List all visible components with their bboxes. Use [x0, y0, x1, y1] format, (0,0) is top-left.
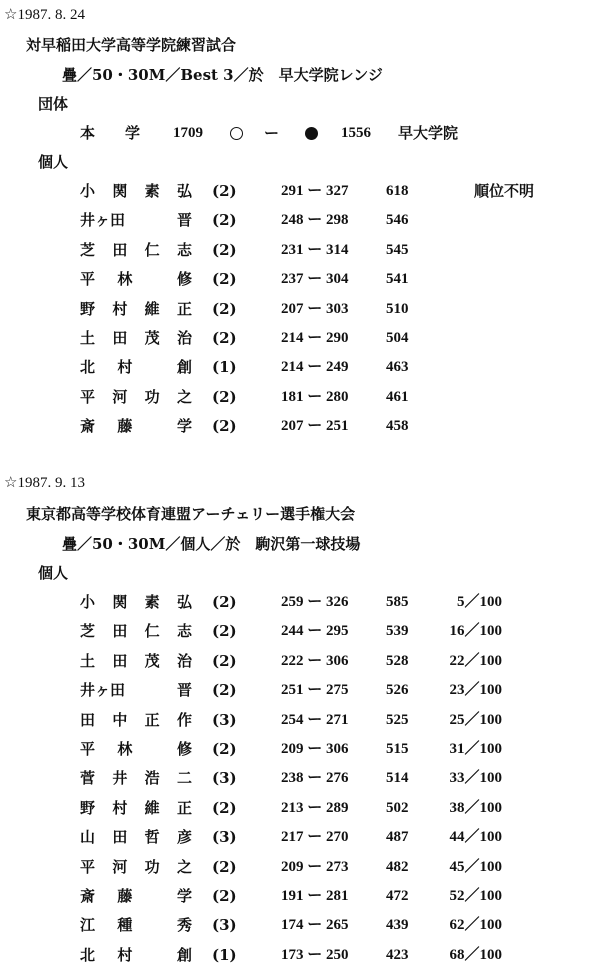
round-scores: 231 ー 314	[281, 241, 349, 258]
result-row	[0, 360, 600, 378]
round-scores: 222 ー 306	[281, 652, 349, 669]
athlete-name-part: 関	[112, 593, 128, 611]
total-score: 546	[386, 212, 409, 229]
round-scores: 214 ー 249	[281, 359, 349, 376]
athlete-grade: (2)	[212, 798, 237, 817]
athlete-name-part: 中	[112, 710, 128, 729]
round-scores: 254 ー 271	[281, 711, 349, 728]
athlete-grade: (2)	[212, 593, 237, 611]
athlete-name-part: 北	[80, 358, 96, 377]
total-score: 461	[386, 388, 409, 405]
team-home: 本 学	[80, 124, 141, 142]
total-score: 539	[386, 623, 409, 640]
match1-team-heading: 団体	[38, 95, 69, 113]
athlete-name-part: 江	[80, 916, 96, 935]
total-score: 515	[386, 741, 409, 757]
athlete-name-part: 藤	[117, 417, 133, 436]
athlete-name-part: 志	[176, 240, 192, 259]
athlete-grade: (2)	[212, 182, 237, 200]
total-score: 585	[386, 594, 409, 610]
result-row	[0, 299, 600, 320]
athlete-name-part: 村	[112, 798, 128, 817]
athlete-name-part: 山	[80, 828, 96, 847]
athlete-name-part: 維	[144, 798, 160, 817]
athlete-grade: (2)	[212, 240, 237, 259]
match2-date: ☆1987. 9. 13	[4, 475, 85, 491]
placing: 33／100	[449, 770, 502, 787]
team-home-score: 1709	[173, 125, 203, 141]
athlete-name-part: 素	[144, 593, 160, 611]
athlete-grade: (2)	[212, 299, 237, 318]
athlete-name	[80, 857, 192, 876]
athlete-name-part: 茂	[144, 329, 160, 347]
athlete-grade: (2)	[212, 270, 237, 289]
athlete-name-part: 正	[144, 710, 160, 729]
round-scores: 217 ー 270	[281, 829, 349, 846]
loss-filled-circle-icon	[305, 127, 318, 140]
athlete-name-part: 秀	[176, 916, 192, 935]
athlete-name-part: 田	[112, 240, 128, 259]
result-row	[0, 387, 600, 408]
athlete-name	[80, 830, 192, 845]
athlete-name	[80, 419, 192, 434]
athlete-name-part: 村	[112, 299, 128, 318]
team-away-score: 1556	[341, 125, 371, 141]
result-row	[0, 272, 600, 290]
athlete-name-part: 平	[80, 740, 96, 758]
result-row	[0, 857, 600, 878]
result-row	[0, 419, 600, 437]
athlete-grade: (2)	[212, 681, 237, 700]
placing: 31／100	[449, 741, 502, 757]
athlete-name-part: 修	[176, 740, 192, 758]
athlete-name-part: 田	[80, 710, 96, 729]
match2-conditions: 疊／50・30M／個人／於 駒沢第一球技場	[62, 535, 361, 553]
result-row	[0, 710, 600, 731]
result-row	[0, 945, 600, 966]
athlete-name-part: 田	[112, 828, 128, 847]
athlete-grade: (2)	[212, 329, 237, 347]
athlete-name-part: 村	[117, 358, 133, 377]
result-row	[0, 184, 600, 202]
athlete-name-part: 斎	[80, 887, 96, 905]
round-scores: 237 ー 304	[281, 271, 349, 288]
athlete-name	[80, 945, 192, 964]
athlete-name	[80, 798, 192, 817]
athlete-name-part: 正	[176, 798, 192, 817]
placing: 16／100	[449, 623, 502, 640]
round-scores: 209 ー 273	[281, 858, 349, 875]
athlete-name	[80, 595, 192, 610]
result-row	[0, 830, 600, 848]
athlete-name-part: 晋	[176, 211, 192, 230]
total-score: 439	[386, 917, 409, 934]
athlete-name-part: 平	[80, 387, 96, 406]
round-scores: 244 ー 295	[281, 623, 349, 640]
athlete-name-part: 素	[144, 182, 160, 200]
athlete-name-part: 彦	[176, 828, 192, 847]
total-score: 545	[386, 241, 409, 258]
athlete-name-part: 修	[176, 270, 192, 289]
result-row	[0, 651, 600, 672]
placing: 52／100	[449, 888, 502, 904]
match1-conditions: 疊／50・30M／Best 3／於 早大学院レンジ	[62, 66, 383, 84]
athlete-name-part: 哲	[144, 828, 160, 847]
result-row	[0, 595, 600, 613]
athlete-name-part: 之	[176, 857, 192, 876]
athlete-name-part: 仁	[144, 622, 160, 641]
round-scores: 251 ー 275	[281, 682, 349, 699]
athlete-grade: (3)	[212, 916, 237, 935]
total-score: 541	[386, 271, 409, 288]
athlete-grade: (2)	[212, 622, 237, 641]
total-score: 510	[386, 300, 409, 317]
athlete-name	[80, 742, 192, 757]
athlete-name-part: 井	[112, 769, 128, 788]
athlete-name-part: 関	[112, 182, 128, 200]
athlete-name-part: 河	[112, 857, 128, 876]
athlete-name	[80, 240, 192, 259]
athlete-name	[80, 624, 192, 639]
athlete-grade: (1)	[212, 945, 237, 964]
athlete-grade: (2)	[212, 211, 237, 230]
athlete-name	[80, 889, 192, 904]
total-score: 618	[386, 183, 409, 199]
athlete-grade: (3)	[212, 769, 237, 788]
round-scores: 173 ー 250	[281, 946, 349, 963]
result-row	[0, 918, 600, 936]
athlete-name-part: 田	[112, 651, 128, 670]
match2-individual-heading: 個人	[38, 564, 69, 582]
athlete-name-part: 野	[80, 798, 96, 817]
placing: 25／100	[449, 711, 502, 728]
athlete-name-part: 学	[176, 417, 192, 436]
placing: 44／100	[449, 829, 502, 846]
result-note: 順位不明	[474, 182, 535, 200]
athlete-name-part: 藤	[117, 887, 133, 905]
total-score: 487	[386, 829, 409, 846]
athlete-name-part: 治	[176, 329, 192, 347]
team-result-row	[0, 126, 600, 144]
athlete-name	[80, 651, 192, 670]
result-row	[0, 213, 600, 231]
total-score: 504	[386, 330, 409, 346]
athlete-name	[80, 387, 192, 406]
athlete-grade: (2)	[212, 417, 237, 436]
total-score: 458	[386, 418, 409, 435]
match1-date: ☆1987. 8. 24	[4, 7, 85, 23]
total-score: 463	[386, 359, 409, 376]
athlete-name	[80, 360, 192, 375]
round-scores: 207 ー 251	[281, 418, 349, 435]
placing: 38／100	[449, 799, 502, 816]
athlete-name-part: 功	[144, 857, 160, 876]
match1-title: 対早稲田大学高等学院練習試合	[26, 36, 237, 54]
total-score: 482	[386, 858, 409, 875]
athlete-name-part: 平	[80, 270, 96, 289]
result-row	[0, 683, 600, 701]
total-score: 514	[386, 770, 409, 787]
athlete-name-part: 野	[80, 299, 96, 318]
athlete-name	[80, 213, 192, 228]
win-open-circle-icon	[230, 127, 243, 140]
round-scores: 191 ー 281	[281, 888, 349, 904]
athlete-name-part: 弘	[176, 593, 192, 611]
athlete-name-part: 小	[80, 593, 96, 611]
total-score: 502	[386, 799, 409, 816]
athlete-grade: (2)	[212, 387, 237, 406]
athlete-name-part: 井ヶ田	[80, 681, 126, 700]
athlete-name-part: 之	[176, 387, 192, 406]
athlete-name	[80, 918, 192, 933]
athlete-name-part: 学	[176, 887, 192, 905]
result-row	[0, 771, 600, 789]
athlete-name	[80, 184, 192, 199]
result-row	[0, 240, 600, 261]
round-scores: 181 ー 280	[281, 388, 349, 405]
athlete-name-part: 茂	[144, 651, 160, 670]
total-score: 472	[386, 888, 409, 904]
round-scores: 291 ー 327	[281, 183, 349, 199]
round-scores: 209 ー 306	[281, 741, 349, 757]
result-row	[0, 742, 600, 760]
athlete-name-part: 小	[80, 182, 96, 200]
round-scores: 174 ー 265	[281, 917, 349, 934]
placing: 45／100	[449, 858, 502, 875]
athlete-name-part: 林	[117, 740, 133, 758]
round-scores: 207 ー 303	[281, 300, 349, 317]
athlete-grade: (2)	[212, 887, 237, 905]
match1-individual-heading: 個人	[38, 153, 69, 171]
athlete-name-part: 村	[117, 945, 133, 964]
athlete-name-part: 林	[117, 270, 133, 289]
athlete-name-part: 土	[80, 329, 96, 347]
athlete-name	[80, 272, 192, 287]
round-scores: 259 ー 326	[281, 594, 349, 610]
athlete-name-part: 井ヶ田	[80, 211, 126, 230]
athlete-grade: (3)	[212, 828, 237, 847]
placing: 68／100	[449, 946, 502, 963]
athlete-name-part: 仁	[144, 240, 160, 259]
athlete-name-part: 二	[176, 769, 192, 788]
athlete-name-part: 創	[176, 945, 192, 964]
athlete-name-part: 維	[144, 299, 160, 318]
round-scores: 238 ー 276	[281, 770, 349, 787]
athlete-name-part: 北	[80, 945, 96, 964]
athlete-name-part: 創	[176, 358, 192, 377]
athlete-name-part: 弘	[176, 182, 192, 200]
athlete-name	[80, 683, 192, 698]
athlete-name	[80, 771, 192, 786]
athlete-name-part: 功	[144, 387, 160, 406]
placing: 22／100	[449, 652, 502, 669]
athlete-grade: (2)	[212, 857, 237, 876]
round-scores: 248 ー 298	[281, 212, 349, 229]
athlete-name	[80, 331, 192, 346]
result-row	[0, 331, 600, 349]
athlete-name-part: 治	[176, 651, 192, 670]
athlete-name-part: 田	[112, 329, 128, 347]
athlete-name-part: 正	[176, 299, 192, 318]
athlete-name-part: 田	[112, 622, 128, 641]
placing: 23／100	[449, 682, 502, 699]
athlete-name-part: 平	[80, 857, 96, 876]
result-row	[0, 889, 600, 907]
athlete-name-part: 河	[112, 387, 128, 406]
result-row	[0, 624, 600, 642]
athlete-name-part: 土	[80, 651, 96, 670]
round-scores: 213 ー 289	[281, 799, 349, 816]
placing: 62／100	[449, 917, 502, 934]
athlete-grade: (2)	[212, 651, 237, 670]
athlete-name-part: 菅	[80, 769, 96, 788]
athlete-name-part: 芝	[80, 622, 96, 641]
total-score: 423	[386, 946, 409, 963]
athlete-grade: (2)	[212, 740, 237, 758]
athlete-grade: (1)	[212, 358, 237, 377]
placing: 5／100	[456, 594, 502, 610]
team-away: 早大学院	[398, 124, 459, 142]
athlete-name-part: 芝	[80, 240, 96, 259]
athlete-name	[80, 710, 192, 729]
athlete-grade: (3)	[212, 710, 237, 729]
round-scores: 214 ー 290	[281, 330, 349, 346]
athlete-name-part: 志	[176, 622, 192, 641]
result-row	[0, 798, 600, 819]
athlete-name-part: 種	[117, 916, 133, 935]
athlete-name-part: 晋	[176, 681, 192, 700]
athlete-name-part: 作	[176, 710, 192, 729]
match2-title: 東京都高等学校体育連盟アーチェリー選手権大会	[26, 505, 356, 523]
athlete-name-part: 浩	[144, 769, 160, 788]
athlete-name-part: 斎	[80, 417, 96, 436]
athlete-name	[80, 299, 192, 318]
team-dash: ー	[264, 124, 280, 142]
total-score: 528	[386, 652, 409, 669]
total-score: 525	[386, 711, 409, 728]
total-score: 526	[386, 682, 409, 699]
